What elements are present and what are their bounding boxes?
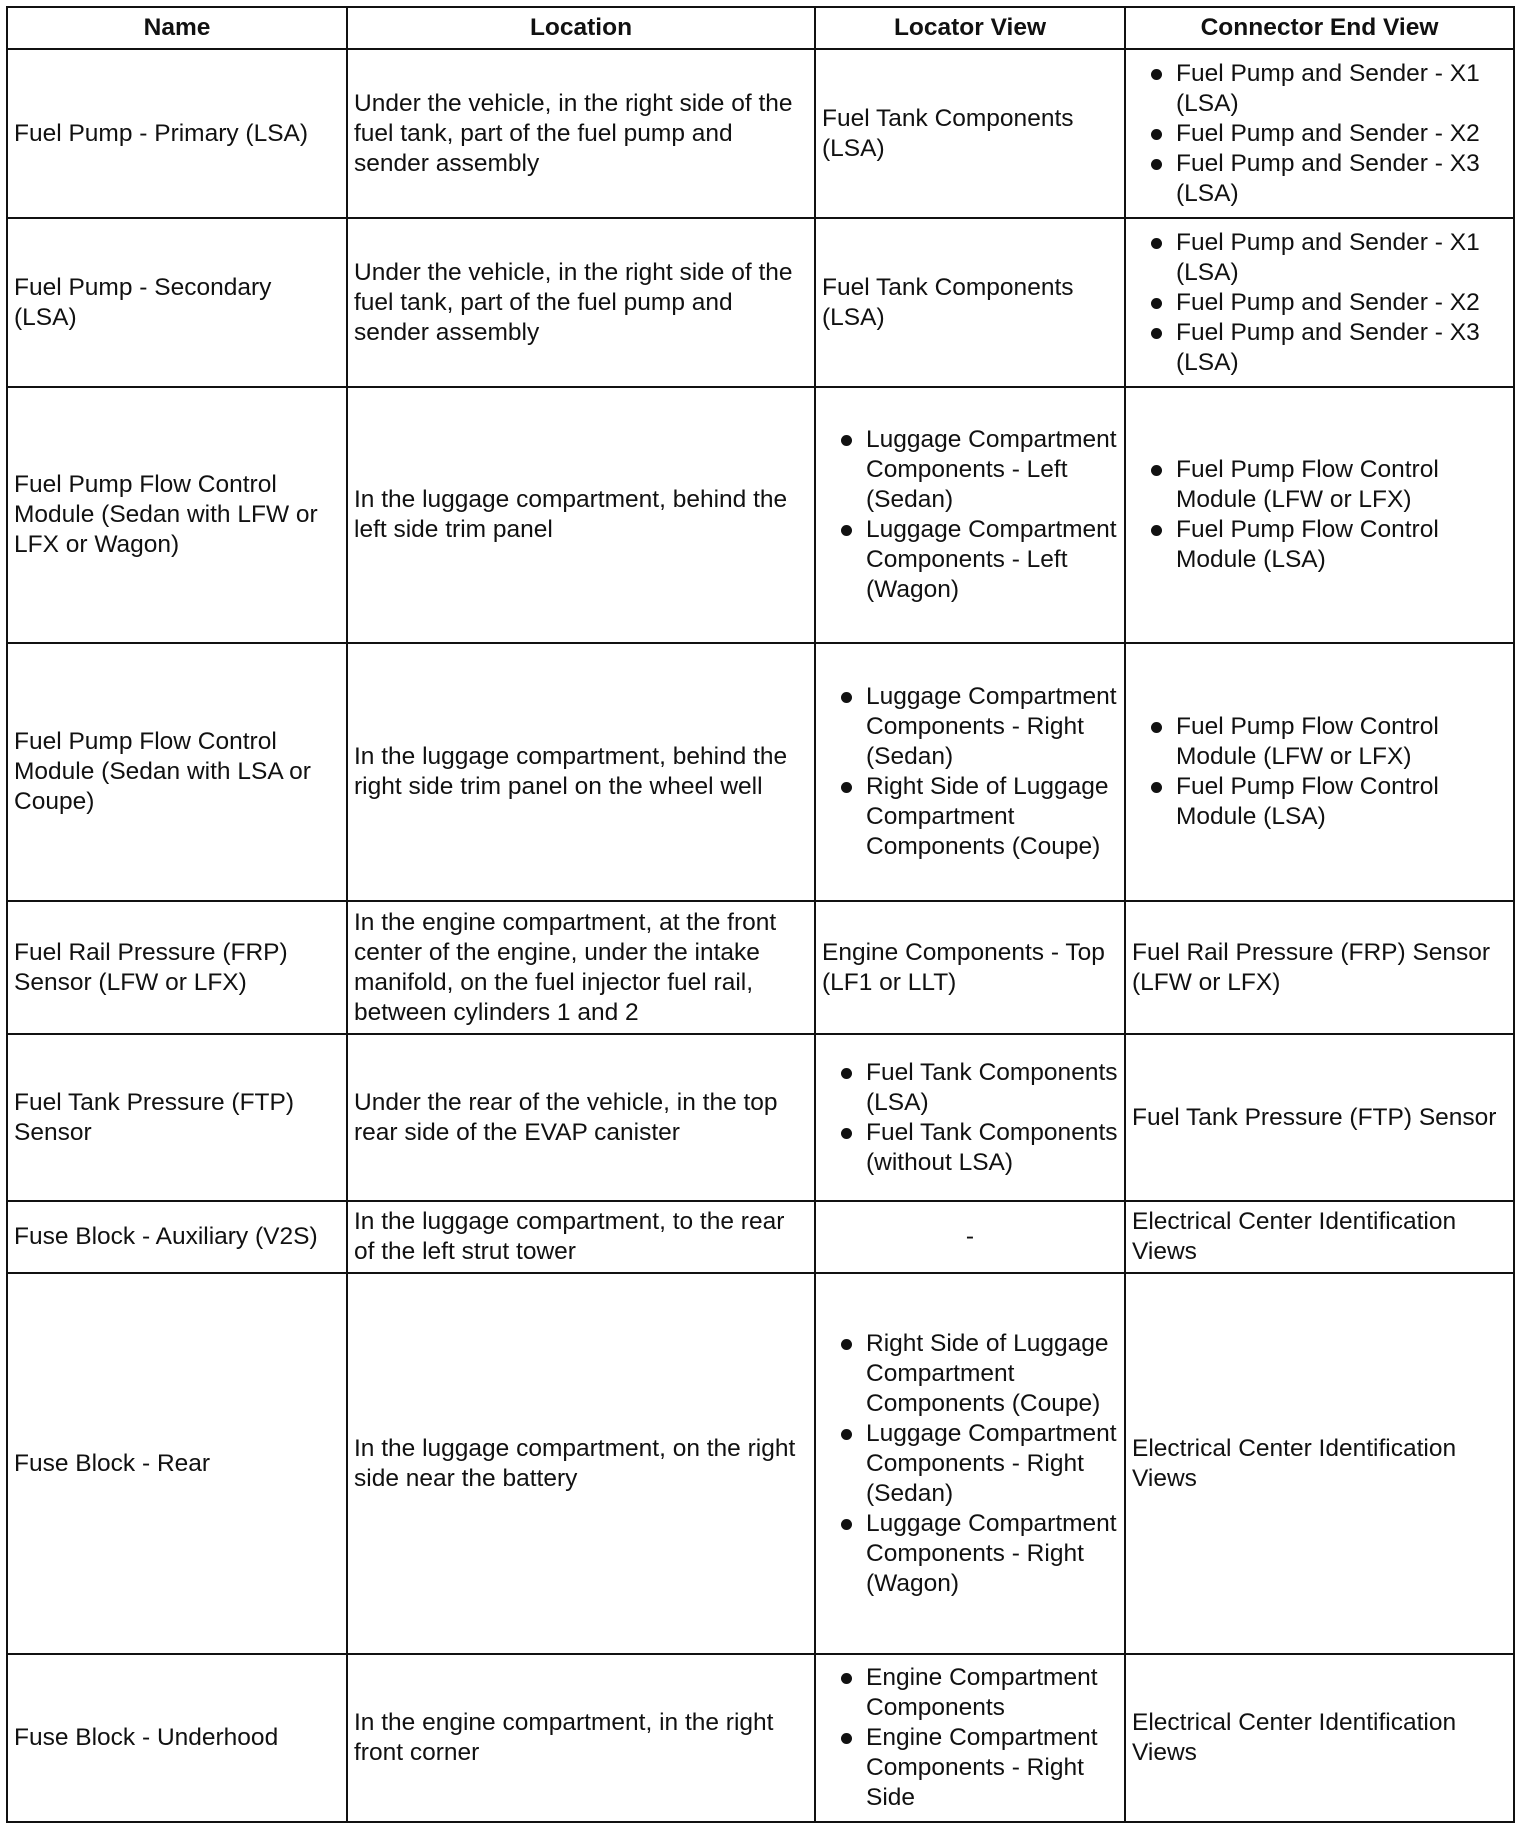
connector-view-list — [1132, 228, 1507, 378]
locator-view-list — [822, 425, 1118, 605]
connector-view-link[interactable]: Fuel Pump Flow Control Module (LFW or LFX) — [1132, 712, 1507, 772]
connector-view-link[interactable]: Electrical Center Identification Views — [1132, 1208, 1457, 1265]
locator-view-link[interactable]: Luggage Compartment Components - Right (Sedan) — [822, 682, 1118, 772]
locator-view-list — [822, 1058, 1118, 1178]
cell-location: Under the vehicle, in the right side of the fuel tank, part of the fuel pump and sender assembly — [347, 49, 815, 218]
cell-name: Fuel Pump Flow Control Module (Sedan with LSA or Coupe) — [7, 643, 347, 901]
locator-view-link[interactable]: Fuel Tank Components (without LSA) — [822, 1118, 1118, 1178]
cell-connector-end-view — [1125, 901, 1514, 1034]
cell-locator-view — [815, 49, 1125, 218]
locator-view-link[interactable]: Right Side of Luggage Compartment Components (Coupe) — [822, 772, 1118, 862]
header-connector-end-view: Connector End View — [1125, 7, 1514, 49]
table-header — [7, 7, 1514, 49]
cell-connector-end-view — [1125, 643, 1514, 901]
cell-locator-view — [815, 901, 1125, 1034]
cell-name: Fuel Pump - Secondary (LSA) — [7, 218, 347, 387]
locator-view-link[interactable]: Luggage Compartment Components - Left (Wagon) — [822, 515, 1118, 605]
connector-view-link[interactable]: Fuel Pump and Sender - X1 (LSA) — [1132, 228, 1507, 288]
empty-value: - — [965, 1223, 975, 1250]
cell-location: In the luggage compartment, behind the right side trim panel on the wheel well — [347, 643, 815, 901]
cell-locator-view — [815, 643, 1125, 901]
cell-connector-end-view — [1125, 218, 1514, 387]
table-row — [7, 49, 1514, 218]
locator-view-link[interactable]: Fuel Tank Components (LSA) — [822, 273, 1074, 331]
cell-location: In the luggage compartment, to the rear of the left strut tower — [347, 1201, 815, 1273]
table-row — [7, 387, 1514, 643]
cell-locator-view — [815, 1273, 1125, 1654]
cell-connector-end-view — [1125, 387, 1514, 643]
cell-name: Fuel Pump Flow Control Module (Sedan with LFW or LFX or Wagon) — [7, 387, 347, 643]
cell-location: In the engine compartment, in the right front corner — [347, 1654, 815, 1822]
connector-view-link[interactable]: Fuel Pump Flow Control Module (LFW or LFX) — [1132, 455, 1507, 515]
locator-view-link[interactable]: Fuel Tank Components (LSA) — [822, 1058, 1118, 1118]
locator-view-list — [822, 1663, 1118, 1813]
header-locator-view: Locator View — [815, 7, 1125, 49]
locator-view-link[interactable]: Engine Components - Top (LF1 or LLT) — [822, 938, 1105, 996]
component-locator-table — [6, 6, 1515, 1823]
connector-view-list — [1132, 712, 1507, 832]
connector-view-link[interactable]: Fuel Rail Pressure (FRP) Sensor (LFW or LFX) — [1132, 938, 1491, 996]
locator-view-link[interactable]: Luggage Compartment Components - Left (Sedan) — [822, 425, 1118, 515]
cell-connector-end-view — [1125, 1654, 1514, 1822]
connector-view-link[interactable]: Fuel Pump Flow Control Module (LSA) — [1132, 772, 1507, 832]
connector-view-link[interactable]: Fuel Pump and Sender - X1 (LSA) — [1132, 59, 1507, 119]
cell-locator-view — [815, 1654, 1125, 1822]
locator-view-link[interactable]: Engine Compartment Components — [822, 1663, 1118, 1723]
cell-name: Fuse Block - Underhood — [7, 1654, 347, 1822]
table-row — [7, 1201, 1514, 1273]
locator-view-link[interactable]: Engine Compartment Components - Right Side — [822, 1723, 1118, 1813]
connector-view-list — [1132, 455, 1507, 575]
cell-name: Fuel Pump - Primary (LSA) — [7, 49, 347, 218]
table-row — [7, 901, 1514, 1034]
cell-name: Fuel Rail Pressure (FRP) Sensor (LFW or LFX) — [7, 901, 347, 1034]
locator-view-link[interactable]: Luggage Compartment Components - Right (Wagon) — [822, 1509, 1118, 1599]
cell-location: Under the rear of the vehicle, in the top rear side of the EVAP canister — [347, 1034, 815, 1201]
locator-view-link[interactable]: Luggage Compartment Components - Right (Sedan) — [822, 1419, 1118, 1509]
connector-view-link[interactable]: Fuel Pump Flow Control Module (LSA) — [1132, 515, 1507, 575]
cell-connector-end-view — [1125, 1201, 1514, 1273]
cell-name: Fuse Block - Rear — [7, 1273, 347, 1654]
cell-locator-view — [815, 1034, 1125, 1201]
connector-view-link[interactable]: Fuel Pump and Sender - X2 — [1132, 119, 1507, 149]
table-body — [7, 49, 1514, 1822]
locator-view-list — [822, 682, 1118, 862]
component-table-wrapper — [6, 6, 1513, 1823]
header-location: Location — [347, 7, 815, 49]
cell-connector-end-view — [1125, 1273, 1514, 1654]
header-row — [7, 7, 1514, 49]
connector-view-link[interactable]: Fuel Pump and Sender - X3 (LSA) — [1132, 149, 1507, 209]
table-row — [7, 1273, 1514, 1654]
locator-view-list — [822, 1329, 1118, 1599]
connector-view-link[interactable]: Fuel Pump and Sender - X2 — [1132, 288, 1507, 318]
table-row — [7, 643, 1514, 901]
connector-view-link[interactable]: Fuel Pump and Sender - X3 (LSA) — [1132, 318, 1507, 378]
table-row — [7, 1034, 1514, 1201]
connector-view-list — [1132, 59, 1507, 209]
cell-connector-end-view — [1125, 1034, 1514, 1201]
header-name: Name — [7, 7, 347, 49]
cell-locator-view — [815, 1201, 1125, 1273]
cell-locator-view — [815, 218, 1125, 387]
connector-view-link[interactable]: Electrical Center Identification Views — [1132, 1709, 1457, 1766]
locator-view-link[interactable]: Right Side of Luggage Compartment Components (Coupe) — [822, 1329, 1118, 1419]
cell-location: In the luggage compartment, behind the left side trim panel — [347, 387, 815, 643]
locator-view-link[interactable]: Fuel Tank Components (LSA) — [822, 104, 1074, 162]
table-row — [7, 1654, 1514, 1822]
connector-view-link[interactable]: Fuel Tank Pressure (FTP) Sensor — [1132, 1103, 1497, 1131]
cell-locator-view — [815, 387, 1125, 643]
cell-location: In the engine compartment, at the front center of the engine, under the intake manifold, on the fuel injector fuel rail, between cylinders 1 and 2 — [347, 901, 815, 1034]
cell-connector-end-view — [1125, 49, 1514, 218]
connector-view-link[interactable]: Electrical Center Identification Views — [1132, 1434, 1457, 1492]
cell-location: Under the vehicle, in the right side of the fuel tank, part of the fuel pump and sender assembly — [347, 218, 815, 387]
cell-location: In the luggage compartment, on the right side near the battery — [347, 1273, 815, 1654]
cell-name: Fuse Block - Auxiliary (V2S) — [7, 1201, 347, 1273]
table-row — [7, 218, 1514, 387]
cell-name: Fuel Tank Pressure (FTP) Sensor — [7, 1034, 347, 1201]
